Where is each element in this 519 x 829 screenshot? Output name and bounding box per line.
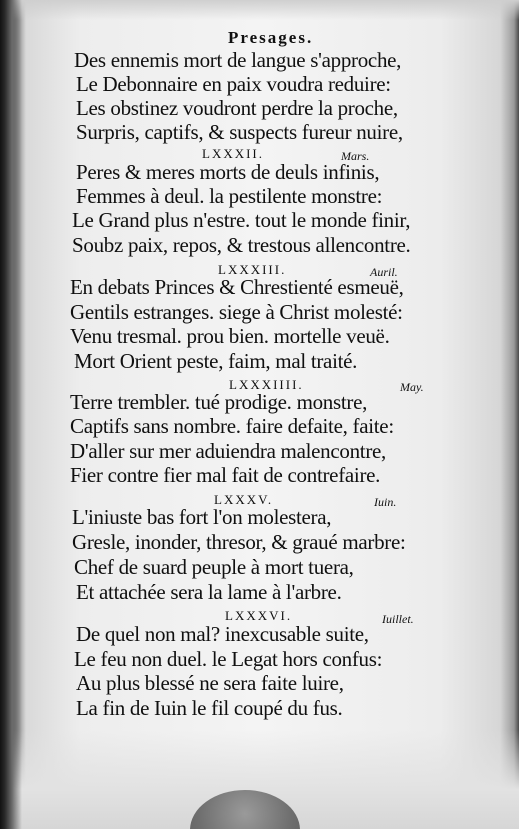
quatrain-number: LXXXIIII. — [229, 377, 304, 392]
verse-line: Terre trembler. tué prodige. monstre, — [70, 390, 368, 414]
verse-line: Des ennemis mort de langue s'approche, — [74, 48, 402, 72]
verse-line: Gentils estranges. siege à Christ molesté: — [70, 300, 403, 324]
quatrain-month: May. — [400, 380, 424, 394]
quatrain-number: LXXXVI. — [225, 608, 293, 623]
verse-line: De quel non mal? inexcusable suite, — [76, 622, 369, 646]
verse-line: En debats Princes & Chrestienté esmeuë, — [70, 275, 404, 299]
running-header: Presages. — [228, 28, 314, 47]
verse-line: Chef de suard peuple à mort tuera, — [74, 555, 354, 579]
verse-line: D'aller sur mer aduiendra malencontre, — [70, 439, 386, 463]
verse-line: Mort Orient peste, faim, mal traité. — [74, 349, 358, 373]
verse-line: Femmes à deul. la pestilente monstre: — [76, 184, 383, 208]
quatrain-number: LXXXIII. — [218, 262, 287, 277]
quatrain-month: Mars. — [341, 149, 370, 163]
verse-line: Captifs sans nombre. faire defaite, faite: — [70, 414, 394, 438]
verse-line: L'iniuste bas fort l'on molestera, — [72, 505, 332, 529]
verse-line: Le Debonnaire en paix voudra reduire: — [76, 72, 391, 96]
verse-line: Les obstinez voudront perdre la proche, — [76, 96, 398, 120]
quatrain-number: LXXXII. — [202, 146, 265, 161]
quatrain-month: Auril. — [370, 265, 398, 279]
verse-line: Soubz paix, repos, & trestous allencontre. — [72, 233, 411, 257]
verse-line: Le feu non duel. le Legat hors confus: — [74, 647, 383, 671]
verse-line: Et attachée sera la lame à l'arbre. — [76, 580, 342, 604]
verse-line: Peres & meres morts de deuls infinis, — [76, 160, 380, 184]
quatrain-month: Iuillet. — [382, 612, 414, 626]
verse-line: Venu tresmal. prou bien. mortelle veuë. — [70, 324, 390, 348]
verse-line: Fier contre fier mal fait de contrefaire. — [70, 463, 381, 487]
quatrain-month: Iuin. — [374, 495, 397, 509]
verse-line: La fin de Iuin le fil coupé du fus. — [76, 696, 343, 720]
verse-line: Le Grand plus n'estre. tout le monde finir, — [72, 208, 411, 232]
verse-line: Gresle, inonder, thresor, & graué marbre: — [72, 530, 406, 554]
quatrain-number: LXXXV. — [214, 492, 274, 507]
verse-line: Surpris, captifs, & suspects fureur nuire, — [76, 120, 403, 144]
verse-line: Au plus blessé ne sera faite luire, — [76, 671, 344, 695]
